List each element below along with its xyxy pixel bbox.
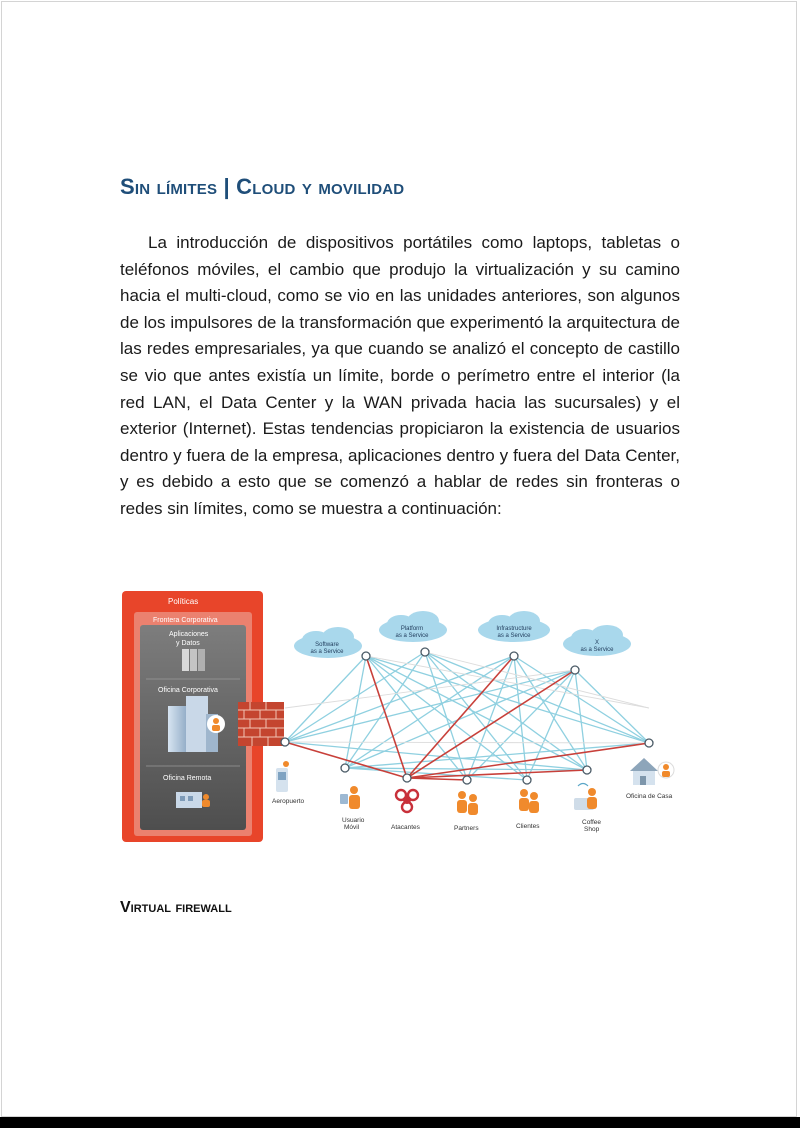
endpoint-coffee-shop-line2: Shop: [584, 826, 600, 833]
cloud-xaas-line1: X: [594, 640, 600, 646]
remote-office-icon: [176, 792, 210, 808]
remote-office-label: Oficina Remota: [163, 775, 212, 782]
corp-office-label: Oficina Corporativa: [158, 687, 218, 694]
body-paragraph: La introducción de dispositivos portátiles como laptops, tabletas o teléfonos móviles, el cambio que produjo la virtualización y su camino hacia el multi-cloud, como se vio en las unidades anteriores, son algunos de los impulsores de la transformación que experimentó la arquitectura de las redes empresariales, ya que cuando se analizó el concepto de castillo se vio que antes existía un límite, borde o perímetro entre el interior (la red LAN, el Data Center y la WAN privada hacia las sucursales) y el exterior (Internet). Estas tendencias propiciaron la existencia de usuarios dentro y fuera de la empresa, aplicaciones dentro y fuera del Data Center, y es debido a esto que se comenzó a hablar de redes sin fronteras o redes sin límites, como se muestra a continuación:: [120, 233, 680, 518]
endpoint-partners: Partners: [454, 825, 479, 832]
home-office-icon: [630, 758, 674, 785]
subsection-heading: Virtual firewall: [120, 899, 232, 916]
policies-label: Políticas: [168, 597, 199, 606]
cloud-paas-line1: Platform: [400, 626, 424, 632]
cloud-xaas: [563, 625, 631, 656]
biohazard-icon: [396, 790, 418, 812]
endpoint-coffee-shop-line1: Coffee: [582, 819, 602, 826]
cloud-iaas: [478, 611, 550, 642]
cloud-xaas-line2: as a Service: [580, 647, 614, 653]
network-diagram: [120, 588, 682, 850]
endpoint-mobile-user-line2: Móvil: [344, 824, 360, 831]
mobile-user-icon: [340, 786, 360, 809]
server-icon: [182, 649, 205, 671]
connection-lines: [285, 652, 649, 780]
endpoint-airport: Aeropuerto: [272, 798, 305, 805]
cloud-saas-line2: as a Service: [310, 649, 344, 655]
bottom-bar: [0, 1117, 800, 1128]
endpoint-attackers: Atacantes: [391, 824, 420, 831]
endpoint-mobile-user-line1: Usuario: [342, 817, 365, 824]
frontier-label: Frontera Corporativa: [153, 617, 218, 624]
cloud-paas-line2: as a Service: [395, 633, 429, 639]
endpoint-home-office: Oficina de Casa: [626, 793, 673, 800]
apps-label-line1: Aplicaciones: [169, 631, 209, 638]
cloud-iaas-line2: as a Service: [497, 633, 531, 639]
coffee-shop-icon: [574, 784, 597, 811]
firewall-icon: [238, 702, 284, 746]
partners-icon: [457, 791, 478, 815]
cloud-paas: [379, 611, 447, 642]
airport-icon: [276, 761, 289, 792]
cloud-iaas-line1: Infrastructure: [496, 626, 532, 632]
cloud-saas: [294, 627, 362, 658]
cloud-saas-line1: Software: [315, 642, 339, 648]
clients-icon: [519, 789, 539, 813]
section-heading: Sin límites | Cloud y movilidad: [120, 174, 405, 199]
page-frame: [1, 1, 797, 1117]
apps-label-line2: y Datos: [176, 640, 200, 647]
endpoint-clients: Clientes: [516, 823, 540, 830]
